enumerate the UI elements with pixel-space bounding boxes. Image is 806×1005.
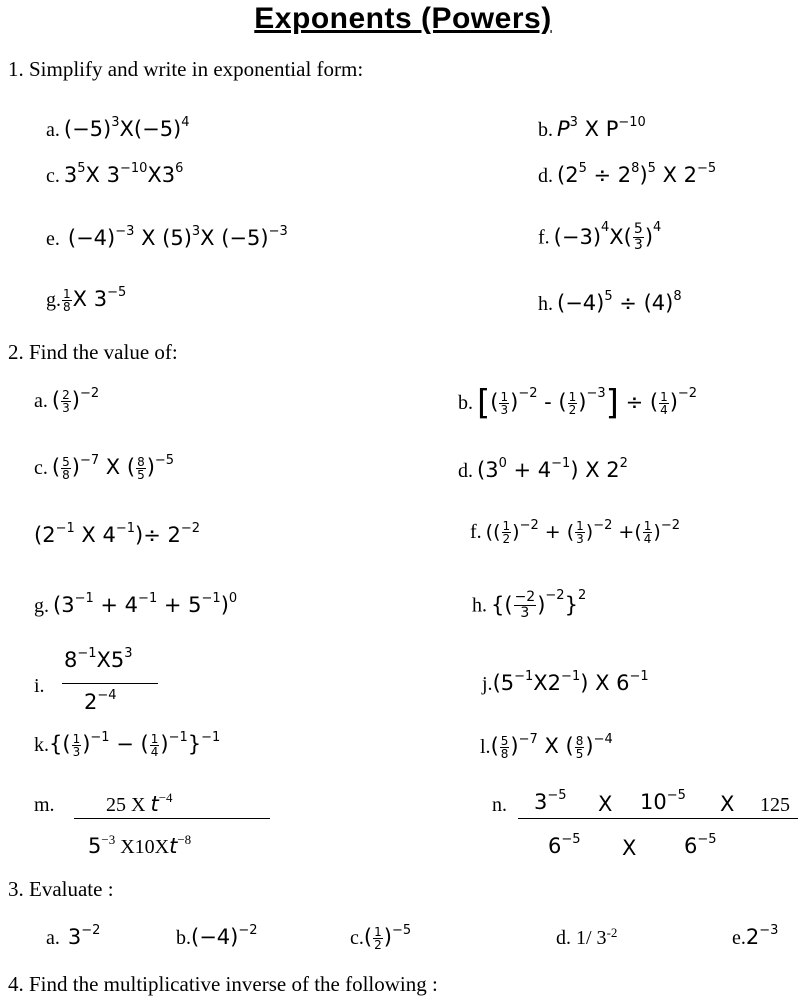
s2-item-i-fraction-bar — [62, 683, 158, 684]
s2-item-n-numerator-2: $10^{-5}$ — [640, 788, 686, 814]
s2-item-m-label: m. — [34, 794, 55, 816]
s2-item-a: a. ( $\frac{2}{3}$ )$^{-2}$ — [34, 386, 100, 415]
s1-item-a: a. $(-5)^3X(-5)^4$ — [46, 115, 190, 141]
s2-item-l: l.( $\frac{5}{8}$ )$^{-7}$ X ( $\frac{8}{5}$ )$^{-4}$ — [480, 732, 613, 761]
s3-item-e: $e.2^{-3}$ — [732, 923, 779, 949]
s2-item-c: c. ( $\frac{5}{8}$ )$^{-7}$ X ( $\frac{8}{5}$ )$^{-5}$ — [34, 453, 175, 482]
s3-item-b: $b.(-4)^{-2}$ — [176, 923, 258, 949]
s2-item-n-numerator-1: $3^{-5}$ — [534, 788, 567, 814]
s2-item-f: f. (( $\frac{1}{2}$ )$^{-2}$ + ( $\frac{1}{3}$ )$^{-2}$ +( $\frac{1}{4}$ )$^{-2}$ — [470, 518, 680, 546]
s1-item-d: d. $(2^5 \div 2^8)^5$ X $2^{-5}$ — [538, 161, 717, 187]
s2-item-j: $j.(5^{-1}X2^{-1})$ X $6^{-1}$ — [482, 669, 649, 695]
s1-item-c: c. $3^5X$ $3^{-10}X3^6$ — [46, 161, 184, 187]
s3-item-d: d. 1/ $3^{-2}$ — [556, 925, 618, 949]
s1-item-f: f. $(-3)^4X$( $\frac{5}{3}$ )$^4$ — [538, 220, 662, 253]
s2-item-k: k.{( $\frac{1}{3}$ )$^{-1}$ − ( $\frac{1}{4}$ )$^{-1}$}$^{-1}$ — [34, 730, 221, 759]
s2-item-g: g. $(3^{-1} + 4^{-1} + 5^{-1})^0$ — [34, 591, 238, 617]
section-3-heading: 3. Evaluate : — [8, 877, 114, 901]
s2-item-h: h. {( $\frac{-2}{3}$ )$^{-2}$}$^2$ — [472, 588, 587, 621]
s2-item-m-denominator: $5^{-3}$ $X10Xt^{-8}$ — [88, 832, 192, 858]
s1-item-b: b. $P^3$ X $P^{-10}$ — [538, 115, 646, 141]
s2-item-i-denominator: $2^{-4}$ — [84, 688, 117, 714]
s3-item-a: a. $3^{-2}$ — [46, 923, 101, 949]
s2-item-n-fraction-bar — [518, 818, 798, 819]
page-title: Exponents (Powers) — [254, 2, 552, 35]
section-2-heading: 2. Find the value of: — [8, 340, 178, 364]
s1-item-g: g. $\frac{1}{8}$ X $3^{-5}$ — [46, 285, 127, 314]
section-1-heading: 1. Simplify and write in exponential form: — [8, 57, 364, 81]
s1-item-e: e. $(-4)^{-3}$ X $(5)^3X$ $(-5)^{-3}$ — [46, 224, 288, 250]
section-4-heading: 4. Find the multiplicative inverse of the following : — [8, 972, 438, 996]
s2-item-i-numerator: $8^{-1}X5^3$ — [64, 646, 133, 672]
s2-item-n-numerator-x2: X — [720, 792, 735, 816]
s2-item-n-numerator-x: X — [598, 792, 613, 816]
s3-item-c: c.( $\frac{1}{2}$ )$^{-5}$ — [350, 923, 412, 952]
s2-item-n-denominator-2: $6^{-5}$ — [684, 832, 717, 858]
s2-item-n-denominator-x: X — [622, 836, 637, 860]
s2-item-m-numerator: 25 X $t^{-4}$ — [106, 790, 173, 816]
s2-item-n-denominator-1: $6^{-5}$ — [548, 832, 581, 858]
s2-item-n-numerator-3: 125 — [760, 794, 790, 816]
s2-item-d: d. $(3^0 + 4^{-1})$ X $2^2$ — [458, 456, 628, 482]
s2-item-n-label: n. — [492, 794, 507, 816]
s2-item-m-fraction-bar — [74, 818, 270, 819]
s2-item-b: b. [( $\frac{1}{3}$ )$^{-2}$ - ( $\frac{1}{2}$ )$^{-3}$] ÷ ( $\frac{1}{4}$ )$^{-2}$ — [458, 383, 698, 423]
s1-item-h: h. $(-4)^5 \div (4)^8$ — [538, 289, 682, 315]
s2-item-i-label: i. — [34, 675, 45, 697]
s2-item-e: ($2^{-1}$ X $4^{-1})\div 2^{-2}$ — [34, 521, 201, 547]
